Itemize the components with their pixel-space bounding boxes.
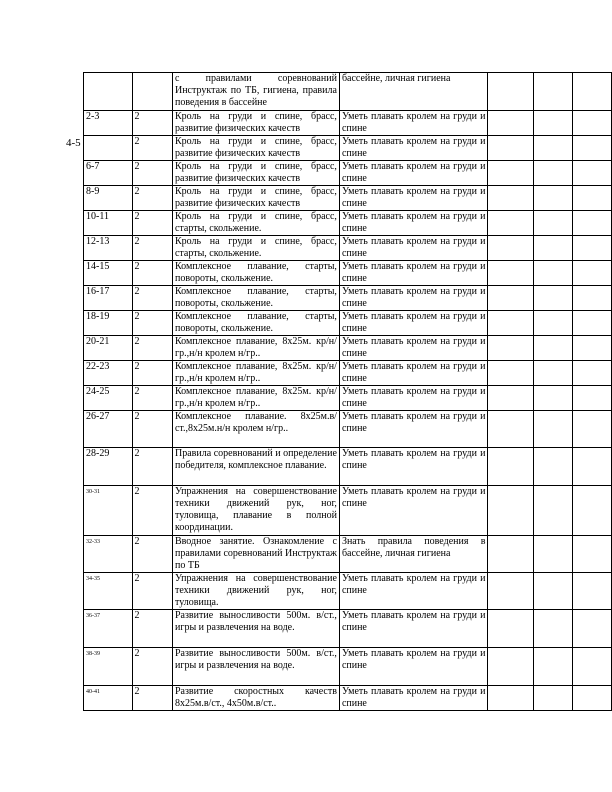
lesson-number-cell: 30-31 [84, 486, 133, 536]
empty-cell [533, 186, 572, 211]
hours-cell: 2 [132, 686, 172, 711]
empty-cell [488, 386, 533, 411]
empty-cell [533, 411, 572, 448]
lesson-number-cell: 2-3 [84, 111, 133, 136]
empty-cell [572, 361, 611, 386]
topic-cell: Комплексное плавание, старты, повороты, скольжение. [172, 286, 339, 311]
lesson-plan-table [83, 72, 612, 711]
topic-cell: Комплексное плавание, 8х25м. кр/н/гр.,н/н кролем н/гр.. [172, 361, 339, 386]
empty-cell [488, 648, 533, 686]
requirements-cell: бассейне, личная гигиена [339, 73, 488, 111]
empty-cell [533, 73, 572, 111]
empty-cell [572, 486, 611, 536]
requirements-cell: Уметь плавать кролем на груди и спине [339, 286, 488, 311]
empty-cell [533, 136, 572, 161]
topic-cell: Развитие скоростных качеств 8х25м.в/ст., 4х50м.в/ст.. [172, 686, 339, 711]
hours-cell: 2 [132, 486, 172, 536]
lesson-number-cell: 14-15 [84, 261, 133, 286]
empty-cell [533, 610, 572, 648]
requirements-cell: Уметь плавать кролем на груди и спине [339, 236, 488, 261]
lesson-number-cell: 24-25 [84, 386, 133, 411]
table-row [84, 261, 612, 286]
requirements-cell: Уметь плавать кролем на груди и спине [339, 311, 488, 336]
requirements-cell: Уметь плавать кролем на груди и спине [339, 610, 488, 648]
lesson-number-cell [84, 73, 133, 111]
lesson-number-cell: 8-9 [84, 186, 133, 211]
table-row [84, 161, 612, 186]
topic-cell: Комплексное плавание. 8х25м.в/ст.,8х25м.н/н кролем н/гр.. [172, 411, 339, 448]
requirements-cell: Уметь плавать кролем на груди и спине [339, 161, 488, 186]
topic-cell: Развитие выносливости 500м. в/ст., игры и развлечения на воде. [172, 648, 339, 686]
hours-cell: 2 [132, 186, 172, 211]
table-row [84, 386, 612, 411]
empty-cell [572, 573, 611, 610]
requirements-cell: Уметь плавать кролем на груди и спине [339, 136, 488, 161]
lesson-number-cell: 38-39 [84, 648, 133, 686]
hours-cell: 2 [132, 448, 172, 486]
table-row [84, 573, 612, 610]
topic-cell: с правилами соревнований Инструктаж по ТБ, гигиена, правила поведения в бассейне [172, 73, 339, 111]
topic-cell: Комплексное плавание, 8х25м. кр/н/гр.,н/н кролем н/гр.. [172, 336, 339, 361]
requirements-cell: Уметь плавать кролем на груди и спине [339, 261, 488, 286]
topic-cell: Вводное занятие. Ознакомление с правилами соревнований Инструктаж по ТБ [172, 536, 339, 573]
hours-cell: 2 [132, 311, 172, 336]
requirements-cell: Уметь плавать кролем на груди и спине [339, 411, 488, 448]
lesson-number-cell: 16-17 [84, 286, 133, 311]
table-row [84, 686, 612, 711]
empty-cell [533, 573, 572, 610]
empty-cell [488, 536, 533, 573]
lesson-number-cell: 20-21 [84, 336, 133, 361]
lesson-number-cell: 22-23 [84, 361, 133, 386]
table-row [84, 610, 612, 648]
empty-cell [488, 111, 533, 136]
empty-cell [533, 361, 572, 386]
empty-cell [533, 311, 572, 336]
topic-cell: Комплексное плавание, 8х25м. кр/н/гр.,н/н кролем н/гр.. [172, 386, 339, 411]
requirements-cell: Уметь плавать кролем на груди и спине [339, 686, 488, 711]
empty-cell [533, 486, 572, 536]
table-row [84, 336, 612, 361]
lesson-number-cell: 32-33 [84, 536, 133, 573]
requirements-cell: Уметь плавать кролем на груди и спине [339, 211, 488, 236]
empty-cell [572, 648, 611, 686]
empty-cell [488, 573, 533, 610]
hours-cell: 2 [132, 610, 172, 648]
hours-cell: 2 [132, 236, 172, 261]
hours-cell: 2 [132, 361, 172, 386]
table-row [84, 211, 612, 236]
hours-cell: 2 [132, 386, 172, 411]
empty-cell [533, 686, 572, 711]
hours-cell: 2 [132, 411, 172, 448]
empty-cell [488, 161, 533, 186]
table-row [84, 311, 612, 336]
hours-cell: 2 [132, 211, 172, 236]
empty-cell [488, 486, 533, 536]
hours-cell [132, 73, 172, 111]
empty-cell [572, 286, 611, 311]
lesson-number-cell: 34-35 [84, 573, 133, 610]
hours-cell: 2 [132, 261, 172, 286]
topic-cell: Кроль на груди и спине, брасс, развитие физических качеств [172, 136, 339, 161]
lesson-number-cell [84, 136, 133, 161]
table-row [84, 186, 612, 211]
empty-cell [488, 361, 533, 386]
empty-cell [488, 186, 533, 211]
table-row [84, 73, 612, 111]
table-row [84, 648, 612, 686]
hours-cell: 2 [132, 111, 172, 136]
empty-cell [488, 448, 533, 486]
empty-cell [488, 136, 533, 161]
topic-cell: Комплексное плавание, старты, повороты, скольжение. [172, 311, 339, 336]
empty-cell [572, 161, 611, 186]
topic-cell: Кроль на груди и спине, брасс, развитие физических качеств [172, 186, 339, 211]
topic-cell: Кроль на груди и спине, брасс, развитие физических качеств [172, 161, 339, 186]
requirements-cell: Уметь плавать кролем на груди и спине [339, 111, 488, 136]
topic-cell: Развитие выносливости 500м. в/ст., игры и развлечения на воде. [172, 610, 339, 648]
empty-cell [488, 610, 533, 648]
empty-cell [488, 311, 533, 336]
empty-cell [572, 136, 611, 161]
empty-cell [533, 261, 572, 286]
table-row [84, 411, 612, 448]
empty-cell [572, 386, 611, 411]
empty-cell [533, 336, 572, 361]
requirements-cell: Уметь плавать кролем на груди и спине [339, 336, 488, 361]
lesson-number-cell: 28-29 [84, 448, 133, 486]
lesson-number-cell: 12-13 [84, 236, 133, 261]
empty-cell [533, 286, 572, 311]
requirements-cell: Уметь плавать кролем на груди и спине [339, 448, 488, 486]
empty-cell [572, 111, 611, 136]
table-row [84, 448, 612, 486]
topic-cell: Кроль на груди и спине, брасс, старты, скольжение. [172, 211, 339, 236]
table-row [84, 486, 612, 536]
requirements-cell: Уметь плавать кролем на груди и спине [339, 361, 488, 386]
table-row [84, 111, 612, 136]
empty-cell [572, 536, 611, 573]
topic-cell: Упражнения на совершенствование техники движений рук, ног, туловища. [172, 573, 339, 610]
hours-cell: 2 [132, 336, 172, 361]
hours-cell: 2 [132, 161, 172, 186]
empty-cell [533, 111, 572, 136]
empty-cell [488, 261, 533, 286]
table-row [84, 361, 612, 386]
hours-cell: 2 [132, 573, 172, 610]
lesson-group-label: 4-5 [66, 137, 81, 149]
lesson-number-cell: 18-19 [84, 311, 133, 336]
empty-cell [572, 448, 611, 486]
lesson-number-cell: 26-27 [84, 411, 133, 448]
empty-cell [572, 610, 611, 648]
table-row [84, 286, 612, 311]
hours-cell: 2 [132, 136, 172, 161]
hours-cell: 2 [132, 286, 172, 311]
empty-cell [533, 536, 572, 573]
lesson-number-cell: 36-37 [84, 610, 133, 648]
lesson-number-cell: 40-41 [84, 686, 133, 711]
table-row [84, 236, 612, 261]
requirements-cell: Уметь плавать кролем на груди и спине [339, 648, 488, 686]
lesson-number-cell: 6-7 [84, 161, 133, 186]
table-row [84, 536, 612, 573]
empty-cell [533, 211, 572, 236]
lesson-number-cell: 10-11 [84, 211, 133, 236]
empty-cell [533, 648, 572, 686]
empty-cell [572, 186, 611, 211]
empty-cell [572, 686, 611, 711]
empty-cell [572, 236, 611, 261]
empty-cell [533, 161, 572, 186]
empty-cell [572, 411, 611, 448]
empty-cell [533, 448, 572, 486]
requirements-cell: Знать правила поведения в бассейне, личная гигиена [339, 536, 488, 573]
requirements-cell: Уметь плавать кролем на груди и спине [339, 386, 488, 411]
empty-cell [488, 211, 533, 236]
hours-cell: 2 [132, 536, 172, 573]
topic-cell: Кроль на груди и спине, брасс, развитие физических качеств [172, 111, 339, 136]
topic-cell: Правила соревнований и определение победителя, комплексное плавание. [172, 448, 339, 486]
empty-cell [488, 73, 533, 111]
empty-cell [572, 261, 611, 286]
requirements-cell: Уметь плавать кролем на груди и спине [339, 186, 488, 211]
empty-cell [572, 73, 611, 111]
requirements-cell: Уметь плавать кролем на груди и спине [339, 486, 488, 536]
empty-cell [533, 386, 572, 411]
empty-cell [572, 211, 611, 236]
empty-cell [572, 336, 611, 361]
empty-cell [488, 411, 533, 448]
topic-cell: Комплексное плавание, старты, повороты, скольжение. [172, 261, 339, 286]
hours-cell: 2 [132, 648, 172, 686]
requirements-cell: Уметь плавать кролем на груди и спине [339, 573, 488, 610]
topic-cell: Кроль на груди и спине, брасс, старты, скольжение. [172, 236, 339, 261]
empty-cell [488, 336, 533, 361]
table-row [84, 136, 612, 161]
empty-cell [533, 236, 572, 261]
empty-cell [572, 311, 611, 336]
empty-cell [488, 236, 533, 261]
topic-cell: Упражнения на совершенствование техники движений рук, ног, туловища, плавание в полной координации. [172, 486, 339, 536]
empty-cell [488, 286, 533, 311]
empty-cell [488, 686, 533, 711]
